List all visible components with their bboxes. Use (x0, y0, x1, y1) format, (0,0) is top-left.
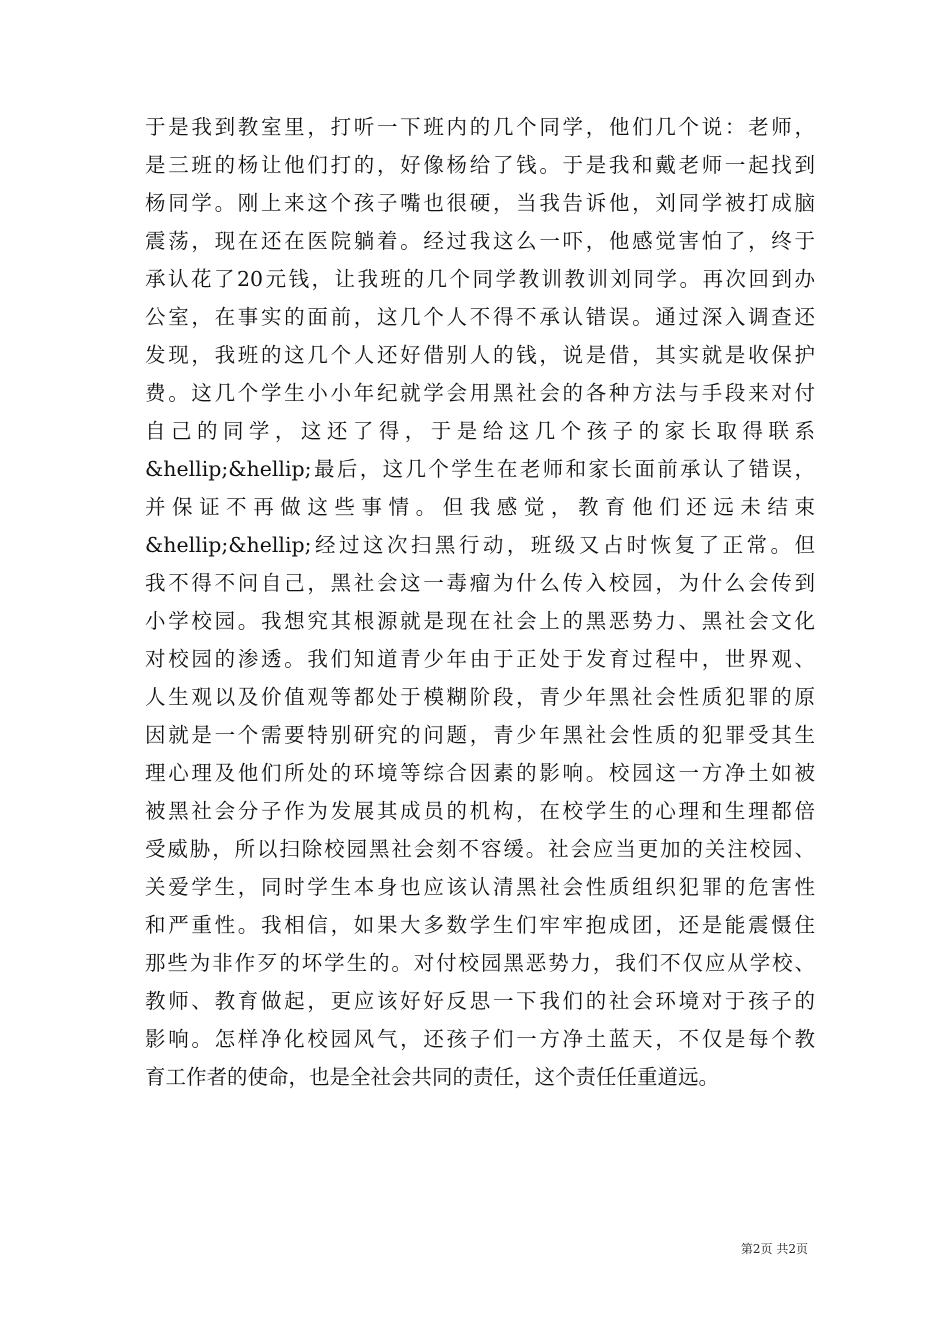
text-line: 人生观以及价值观等都处于模糊阶段，青少年黑社会性质犯罪的原 (145, 685, 815, 709)
text-line: 受威胁，所以扫除校园黑社会刻不容缓。社会应当更加的关注校园、 (145, 837, 815, 861)
text-line: &hellip;&hellip;最后，这几个学生在老师和家长面前承认了错误， (145, 457, 815, 481)
text-line: 震荡，现在还在医院躺着。经过我这么一吓，他感觉害怕了，终于 (145, 229, 815, 253)
text-line: 因就是一个需要特别研究的问题，青少年黑社会性质的犯罪受其生 (145, 723, 815, 747)
text-line: 被黑社会分子作为发展其成员的机构，在校学生的心理和生理都倍 (145, 799, 815, 823)
text-line: 教师、教育做起，更应该好好反思一下我们的社会环境对于孩子的 (145, 989, 815, 1013)
page-number-footer: 第2页 共2页 (740, 1242, 808, 1256)
text-line: 是三班的杨让他们打的，好像杨给了钱。于是我和戴老师一起找到 (145, 153, 815, 177)
text-line: 关爱学生，同时学生本身也应该认清黑社会性质组织犯罪的危害性 (145, 875, 815, 899)
text-line: 杨同学。刚上来这个孩子嘴也很硬，当我告诉他，刘同学被打成脑 (145, 191, 815, 215)
text-line: 理心理及他们所处的环境等综合因素的影响。校园这一方净土如被 (145, 761, 815, 785)
text-line: 影响。怎样净化校园风气，还孩子们一方净土蓝天，不仅是每个教 (145, 1027, 815, 1051)
text-line: 小学校园。我想究其根源就是现在社会上的黑恶势力、黑社会文化 (145, 609, 815, 633)
body-text (145, 108, 815, 1096)
text-line: 承认花了20元钱，让我班的几个同学教训教训刘同学。再次回到办 (145, 267, 815, 291)
text-line: 费。这几个学生小小年纪就学会用黑社会的各种方法与手段来对付 (145, 381, 815, 405)
text-line: 我不得不问自己，黑社会这一毒瘤为什么传入校园，为什么会传到 (145, 571, 815, 595)
text-line: 对校园的渗透。我们知道青少年由于正处于发育过程中，世界观、 (145, 647, 815, 671)
text-line-last: 育工作者的使命，也是全社会共同的责任，这个责任任重道远。 (145, 1065, 719, 1089)
text-line: &hellip;&hellip;经过这次扫黑行动，班级又占时恢复了正常。但 (145, 533, 815, 557)
text-line: 公室，在事实的面前，这几个人不得不承认错误。通过深入调查还 (145, 305, 815, 329)
text-line: 并保证不再做这些事情。但我感觉，教育他们还远未结束 (145, 495, 815, 519)
text-line: 于是我到教室里，打听一下班内的几个同学，他们几个说：老师， (145, 115, 815, 139)
text-line: 发现，我班的这几个人还好借别人的钱，说是借，其实就是收保护 (145, 343, 815, 367)
text-line: 自己的同学，这还了得，于是给这几个孩子的家长取得联系 (145, 419, 815, 443)
text-line: 那些为非作歹的坏学生的。对付校园黑恶势力，我们不仅应从学校、 (145, 951, 815, 975)
text-line: 和严重性。我相信，如果大多数学生们牢牢抱成团，还是能震慑住 (145, 913, 815, 937)
